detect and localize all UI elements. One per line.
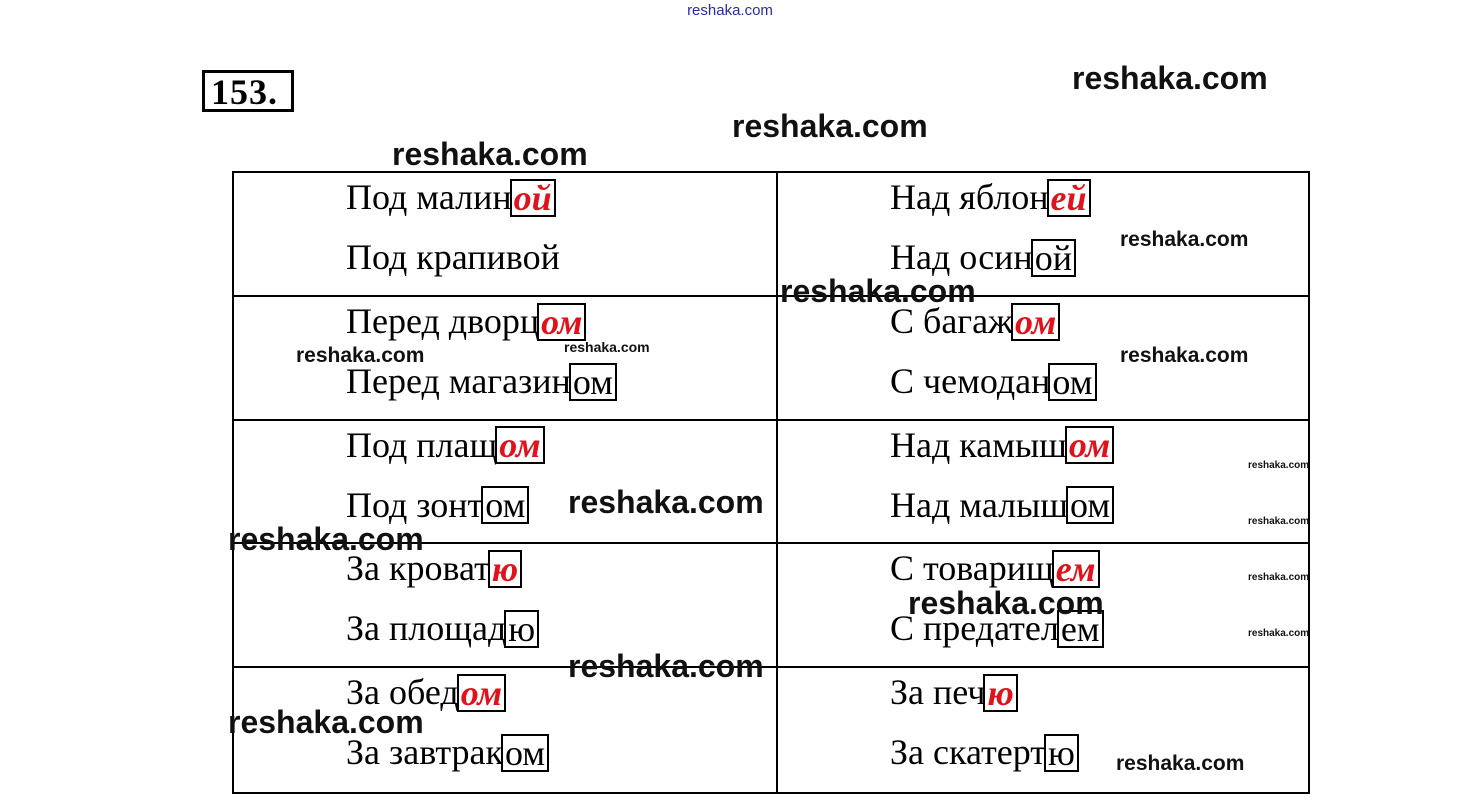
phrase-stem: С багаж [890, 300, 1013, 341]
watermark: reshaka.com [908, 585, 1104, 621]
ending-box: ом [1066, 486, 1114, 524]
ending-box: ом [569, 363, 617, 401]
ending-box: ю [488, 550, 522, 588]
phrase-stem: Под крапив [346, 237, 523, 277]
ending-box: ю [983, 674, 1017, 712]
ending-box: ом [457, 674, 506, 712]
ending-box: ой [510, 179, 556, 217]
table-cell [234, 173, 778, 297]
ending-box: ом [481, 486, 529, 524]
ending-box: ом [1048, 363, 1096, 401]
ending-box: ю [504, 610, 539, 648]
phrase [890, 177, 1091, 217]
phrase-stem: Перед магазин [346, 360, 571, 401]
watermark: reshaka.com [1248, 516, 1310, 527]
phrase-stem: Под зонт [346, 484, 484, 525]
phrase [346, 608, 539, 648]
site-link[interactable]: reshaka.com [687, 2, 773, 19]
table-cell [778, 421, 1308, 545]
phrase [890, 548, 1100, 588]
ending-box: ом [501, 734, 549, 772]
phrase-stem: Над яблон [890, 177, 1049, 217]
phrase [890, 672, 1018, 712]
phrase-ending: ой [522, 237, 560, 277]
watermark: reshaka.com [228, 521, 424, 557]
phrase-stem: С чемодан [890, 360, 1051, 401]
ending-box: ом [1065, 426, 1114, 464]
phrase-stem: За обед [346, 672, 459, 713]
phrase [346, 301, 586, 341]
watermark: reshaka.com [564, 339, 650, 355]
watermark: reshaka.com [732, 108, 928, 144]
watermark: reshaka.com [228, 704, 424, 740]
phrase-stem: Над осин [890, 237, 1033, 277]
phrase-stem: Над малыш [890, 484, 1068, 525]
ending-box: ой [1031, 239, 1076, 277]
phrase-stem: Под плащ [346, 424, 498, 465]
watermark: reshaka.com [1248, 572, 1310, 583]
watermark: reshaka.com [780, 273, 976, 309]
watermark: reshaka.com [1072, 60, 1268, 96]
phrase-stem: За печ [890, 672, 986, 713]
phrase [346, 177, 556, 217]
ending-box: ем [1057, 610, 1104, 648]
phrase [890, 425, 1114, 465]
exercise-number: 153. [202, 70, 294, 112]
phrase-stem: За скатерт [890, 732, 1046, 773]
watermark: reshaka.com [1248, 628, 1310, 639]
phrase [346, 237, 560, 277]
phrase [890, 485, 1114, 525]
phrase-stem: Перед дворц [346, 300, 540, 341]
ending-box: ем [1052, 550, 1100, 588]
phrase [346, 485, 529, 525]
phrase-stem: С товарищ [890, 548, 1054, 589]
phrase-stem: За кроват [346, 548, 490, 589]
ending-box: ом [537, 303, 586, 341]
phrase-stem: С предател [890, 608, 1059, 649]
watermark: reshaka.com [392, 136, 588, 172]
phrase [890, 361, 1097, 401]
phrase [346, 425, 545, 465]
phrase [890, 732, 1079, 772]
watermark: reshaka.com [296, 344, 425, 367]
phrase-stem: За площад [346, 608, 507, 649]
ending-box: ю [1044, 734, 1079, 772]
watermark: reshaka.com [568, 648, 764, 684]
ending-box: ей [1047, 179, 1091, 217]
watermark: reshaka.com [1116, 752, 1245, 775]
ending-box: ом [495, 426, 544, 464]
phrase-stem: Над камыш [890, 424, 1067, 465]
watermark: reshaka.com [1248, 460, 1310, 471]
watermark: reshaka.com [1120, 344, 1249, 367]
phrase-stem: За завтрак [346, 732, 503, 773]
watermark: reshaka.com [568, 484, 764, 520]
watermark: reshaka.com [1120, 228, 1249, 251]
phrase-stem: Под малин [346, 177, 512, 217]
phrase [890, 237, 1076, 277]
answer-table [232, 171, 1310, 794]
ending-box: ом [1011, 303, 1060, 341]
